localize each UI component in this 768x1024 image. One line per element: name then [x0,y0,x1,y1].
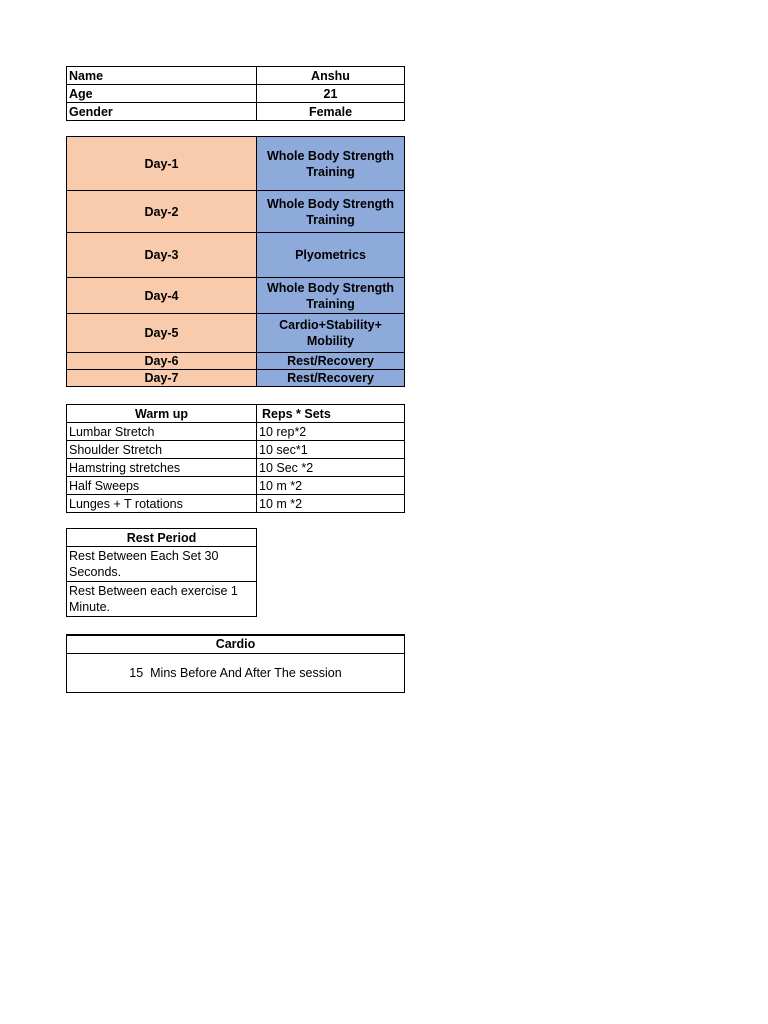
profile-value: Anshu [257,67,405,85]
warmup-exercise: Hamstring stretches [67,459,257,477]
schedule-row [67,233,405,278]
warmup-reps: 10 Sec *2 [257,459,405,477]
profile-label: Age [67,85,257,103]
schedule-row [67,278,405,314]
cardio-header-row [67,635,405,653]
rest-row [67,582,257,617]
rest-text: Rest Between each exercise 1 Minute. [67,582,257,617]
warmup-exercise: Half Sweeps [67,477,257,495]
warmup-reps: 10 sec*1 [257,441,405,459]
warmup-header-row [67,405,405,423]
schedule-day: Day-4 [67,278,257,314]
warmup-reps: 10 m *2 [257,477,405,495]
warmup-exercise: Lunges + T rotations [67,495,257,513]
profile-row-name [67,67,405,85]
warmup-row [67,459,405,477]
schedule-row [67,191,405,233]
warmup-row [67,441,405,459]
schedule-row [67,137,405,191]
profile-row-gender [67,103,405,121]
rest-period-table [66,528,257,617]
rest-header: Rest Period [67,529,257,547]
schedule-activity: Whole Body Strength Training [257,278,405,314]
schedule-activity: Plyometrics [257,233,405,278]
profile-row-age [67,85,405,103]
schedule-row [67,353,405,370]
schedule-day: Day-6 [67,353,257,370]
warmup-header-exercise: Warm up [67,405,257,423]
schedule-activity: Rest/Recovery [257,353,405,370]
cardio-text: 15 Mins Before And After The session [67,653,405,692]
schedule-row [67,370,405,387]
profile-label: Name [67,67,257,85]
profile-table [66,66,405,121]
weekly-schedule-table [66,136,405,387]
schedule-activity: Cardio+Stability+ Mobility [257,314,405,353]
schedule-day: Day-5 [67,314,257,353]
profile-value: 21 [257,85,405,103]
profile-value: Female [257,103,405,121]
schedule-day: Day-3 [67,233,257,278]
schedule-day: Day-1 [67,137,257,191]
schedule-day: Day-2 [67,191,257,233]
warmup-table [66,404,405,513]
profile-label: Gender [67,103,257,121]
warmup-exercise: Shoulder Stretch [67,441,257,459]
schedule-activity: Whole Body Strength Training [257,137,405,191]
warmup-reps: 10 m *2 [257,495,405,513]
warmup-reps: 10 rep*2 [257,423,405,441]
warmup-row [67,477,405,495]
rest-header-row [67,529,257,547]
cardio-header: Cardio [67,635,405,653]
warmup-row [67,423,405,441]
rest-row [67,547,257,582]
warmup-exercise: Lumbar Stretch [67,423,257,441]
schedule-activity: Rest/Recovery [257,370,405,387]
warmup-row [67,495,405,513]
schedule-activity: Whole Body Strength Training [257,191,405,233]
rest-text: Rest Between Each Set 30 Seconds. [67,547,257,582]
cardio-row [67,653,405,692]
schedule-day: Day-7 [67,370,257,387]
schedule-row [67,314,405,353]
warmup-header-reps: Reps * Sets [257,405,405,423]
cardio-table [66,634,405,693]
